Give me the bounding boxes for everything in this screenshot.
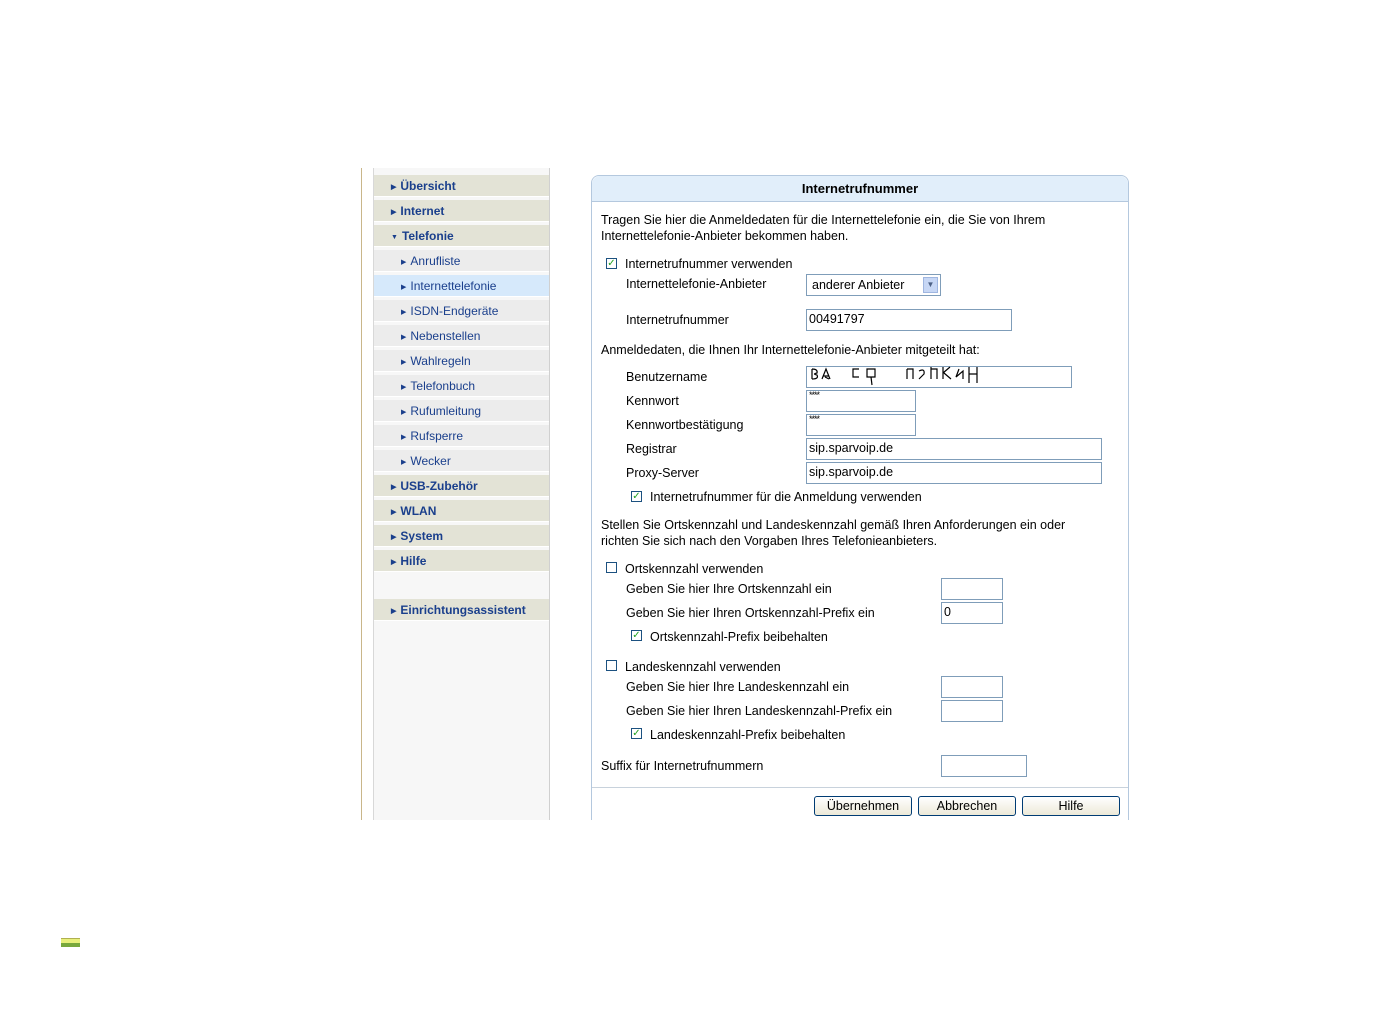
handwritten-scribble <box>809 363 1009 393</box>
help-button[interactable]: Hilfe <box>1022 796 1120 816</box>
use-country-checkbox[interactable] <box>606 660 617 671</box>
login-intro-text: Anmeldedaten, die Ihnen Ihr Internettelefonie-Anbieter mitgeteilt hat: <box>601 343 980 357</box>
proxy-input[interactable]: sip.sparvoip.de <box>806 462 1102 484</box>
keep-country-prefix-label: Landeskennzahl-Prefix beibehalten <box>650 728 846 742</box>
number-input[interactable]: 00491797 <box>806 309 1012 331</box>
frame-border <box>361 168 362 820</box>
chevron-right-icon: ▶ <box>401 284 407 291</box>
sidebar-item-telefonie[interactable]: ▼ Telefonie <box>374 225 549 247</box>
keep-area-prefix-checkbox[interactable]: ✓ <box>632 630 641 641</box>
sidebar-item-internettelefonie[interactable]: ▶ Internettelefonie <box>374 275 549 297</box>
use-area-label: Ortskennzahl verwenden <box>625 562 764 576</box>
sidebar-item-hilfe[interactable]: ▶ Hilfe <box>374 550 549 572</box>
sidebar-item-wlan[interactable]: ▶ WLAN <box>374 500 549 522</box>
provider-select[interactable] <box>806 274 941 296</box>
chevron-down-icon: ▼ <box>391 234 398 241</box>
chevron-right-icon: ▶ <box>391 559 397 566</box>
sidebar-item-wecker[interactable]: ▶ Wecker <box>374 450 549 472</box>
country-prefix-label: Geben Sie hier Ihren Landeskennzahl-Prefix ein <box>626 704 893 718</box>
chevron-right-icon: ▶ <box>401 259 407 266</box>
intro-text: Tragen Sie hier die Anmeldedaten für die Internettelefonie ein, die Sie von Ihrem Internettelefonie-Anbieter bekommen haben. <box>601 213 1046 243</box>
cancel-button[interactable]: Abbrechen <box>918 796 1016 816</box>
sidebar-item-nebenstellen[interactable]: ▶ Nebenstellen <box>374 325 549 347</box>
sidebar-item-isdn-endgeraete[interactable]: ▶ ISDN-Endgeräte <box>374 300 549 322</box>
chevron-right-icon: ▶ <box>391 509 397 516</box>
sidebar-item-internet[interactable]: ▶ Internet <box>374 200 549 222</box>
number-label: Internetrufnummer <box>626 313 729 327</box>
status-icon <box>61 938 80 947</box>
footer-divider <box>592 787 1128 788</box>
use-for-login-checkbox[interactable]: ✓ <box>632 491 641 502</box>
suffix-label: Suffix für Internetrufnummern <box>601 759 764 773</box>
chevron-down-icon[interactable]: ▼ <box>923 277 938 293</box>
chevron-right-icon: ▶ <box>391 184 397 191</box>
sidebar-item-einrichtungsassistent[interactable]: ▶ Einrichtungsassistent <box>374 599 549 621</box>
apply-button[interactable]: Übernehmen <box>814 796 912 816</box>
use-number-label: Internetrufnummer verwenden <box>625 257 793 271</box>
page-title: Internetrufnummer <box>592 176 1128 202</box>
area-intro-text: Stellen Sie Ortskennzahl und Landeskennzahl gemäß Ihren Anforderungen ein oder richten Sie sich nach den Vorgaben Ihres Telefonieanbieters. <box>601 518 1066 548</box>
chevron-right-icon: ▶ <box>401 309 407 316</box>
chevron-right-icon: ▶ <box>401 384 407 391</box>
use-for-login-label: Internetrufnummer für die Anmeldung verwenden <box>650 490 922 504</box>
chevron-right-icon: ▶ <box>391 608 397 615</box>
chevron-right-icon: ▶ <box>401 459 407 466</box>
chevron-right-icon: ▶ <box>401 359 407 366</box>
area-code-input[interactable] <box>941 578 1003 600</box>
area-prefix-label: Geben Sie hier Ihren Ortskennzahl-Prefix ein <box>626 606 875 620</box>
sidebar-item-system[interactable]: ▶ System <box>374 525 549 547</box>
chevron-right-icon: ▶ <box>391 209 397 216</box>
sidebar-item-rufumleitung[interactable]: ▶ Rufumleitung <box>374 400 549 422</box>
chevron-right-icon: ▶ <box>401 409 407 416</box>
use-country-label: Landeskennzahl verwenden <box>625 660 781 674</box>
country-prefix-input[interactable] <box>941 700 1003 722</box>
keep-country-prefix-checkbox[interactable]: ✓ <box>632 728 641 739</box>
use-number-checkbox[interactable]: ✓ <box>607 258 616 269</box>
sidebar-item-anrufliste[interactable]: ▶ Anrufliste <box>374 250 549 272</box>
username-input[interactable] <box>806 366 1072 388</box>
sidebar-item-uebersicht[interactable]: ▶ Übersicht <box>374 175 549 197</box>
country-code-label: Geben Sie hier Ihre Landeskennzahl ein <box>626 680 850 694</box>
settings-panel <box>591 175 1129 820</box>
registrar-input[interactable]: sip.sparvoip.de <box>806 438 1102 460</box>
provider-label: Internettelefonie-Anbieter <box>626 277 767 291</box>
chevron-right-icon: ▶ <box>391 484 397 491</box>
username-label: Benutzername <box>626 370 708 384</box>
area-prefix-input[interactable]: 0 <box>941 602 1003 624</box>
password-label: Kennwort <box>626 394 679 408</box>
registrar-label: Registrar <box>626 442 677 456</box>
sidebar-item-telefonbuch[interactable]: ▶ Telefonbuch <box>374 375 549 397</box>
chevron-right-icon: ▶ <box>391 534 397 541</box>
chevron-right-icon: ▶ <box>401 434 407 441</box>
chevron-right-icon: ▶ <box>401 334 407 341</box>
sidebar-item-rufsperre[interactable]: ▶ Rufsperre <box>374 425 549 447</box>
password-confirm-input[interactable]: **** <box>806 414 916 436</box>
sidebar-item-wahlregeln[interactable]: ▶ Wahlregeln <box>374 350 549 372</box>
area-code-label: Geben Sie hier Ihre Ortskennzahl ein <box>626 582 832 596</box>
suffix-input[interactable] <box>941 755 1027 777</box>
keep-area-prefix-label: Ortskennzahl-Prefix beibehalten <box>650 630 828 644</box>
sidebar-item-usb-zubehoer[interactable]: ▶ USB-Zubehör <box>374 475 549 497</box>
password-input[interactable]: **** <box>806 390 916 412</box>
use-area-checkbox[interactable] <box>606 562 617 573</box>
country-code-input[interactable] <box>941 676 1003 698</box>
password-confirm-label: Kennwortbestätigung <box>626 418 744 432</box>
proxy-label: Proxy-Server <box>626 466 699 480</box>
provider-select-value: anderer Anbieter <box>812 278 905 292</box>
sidebar-nav <box>373 168 550 820</box>
